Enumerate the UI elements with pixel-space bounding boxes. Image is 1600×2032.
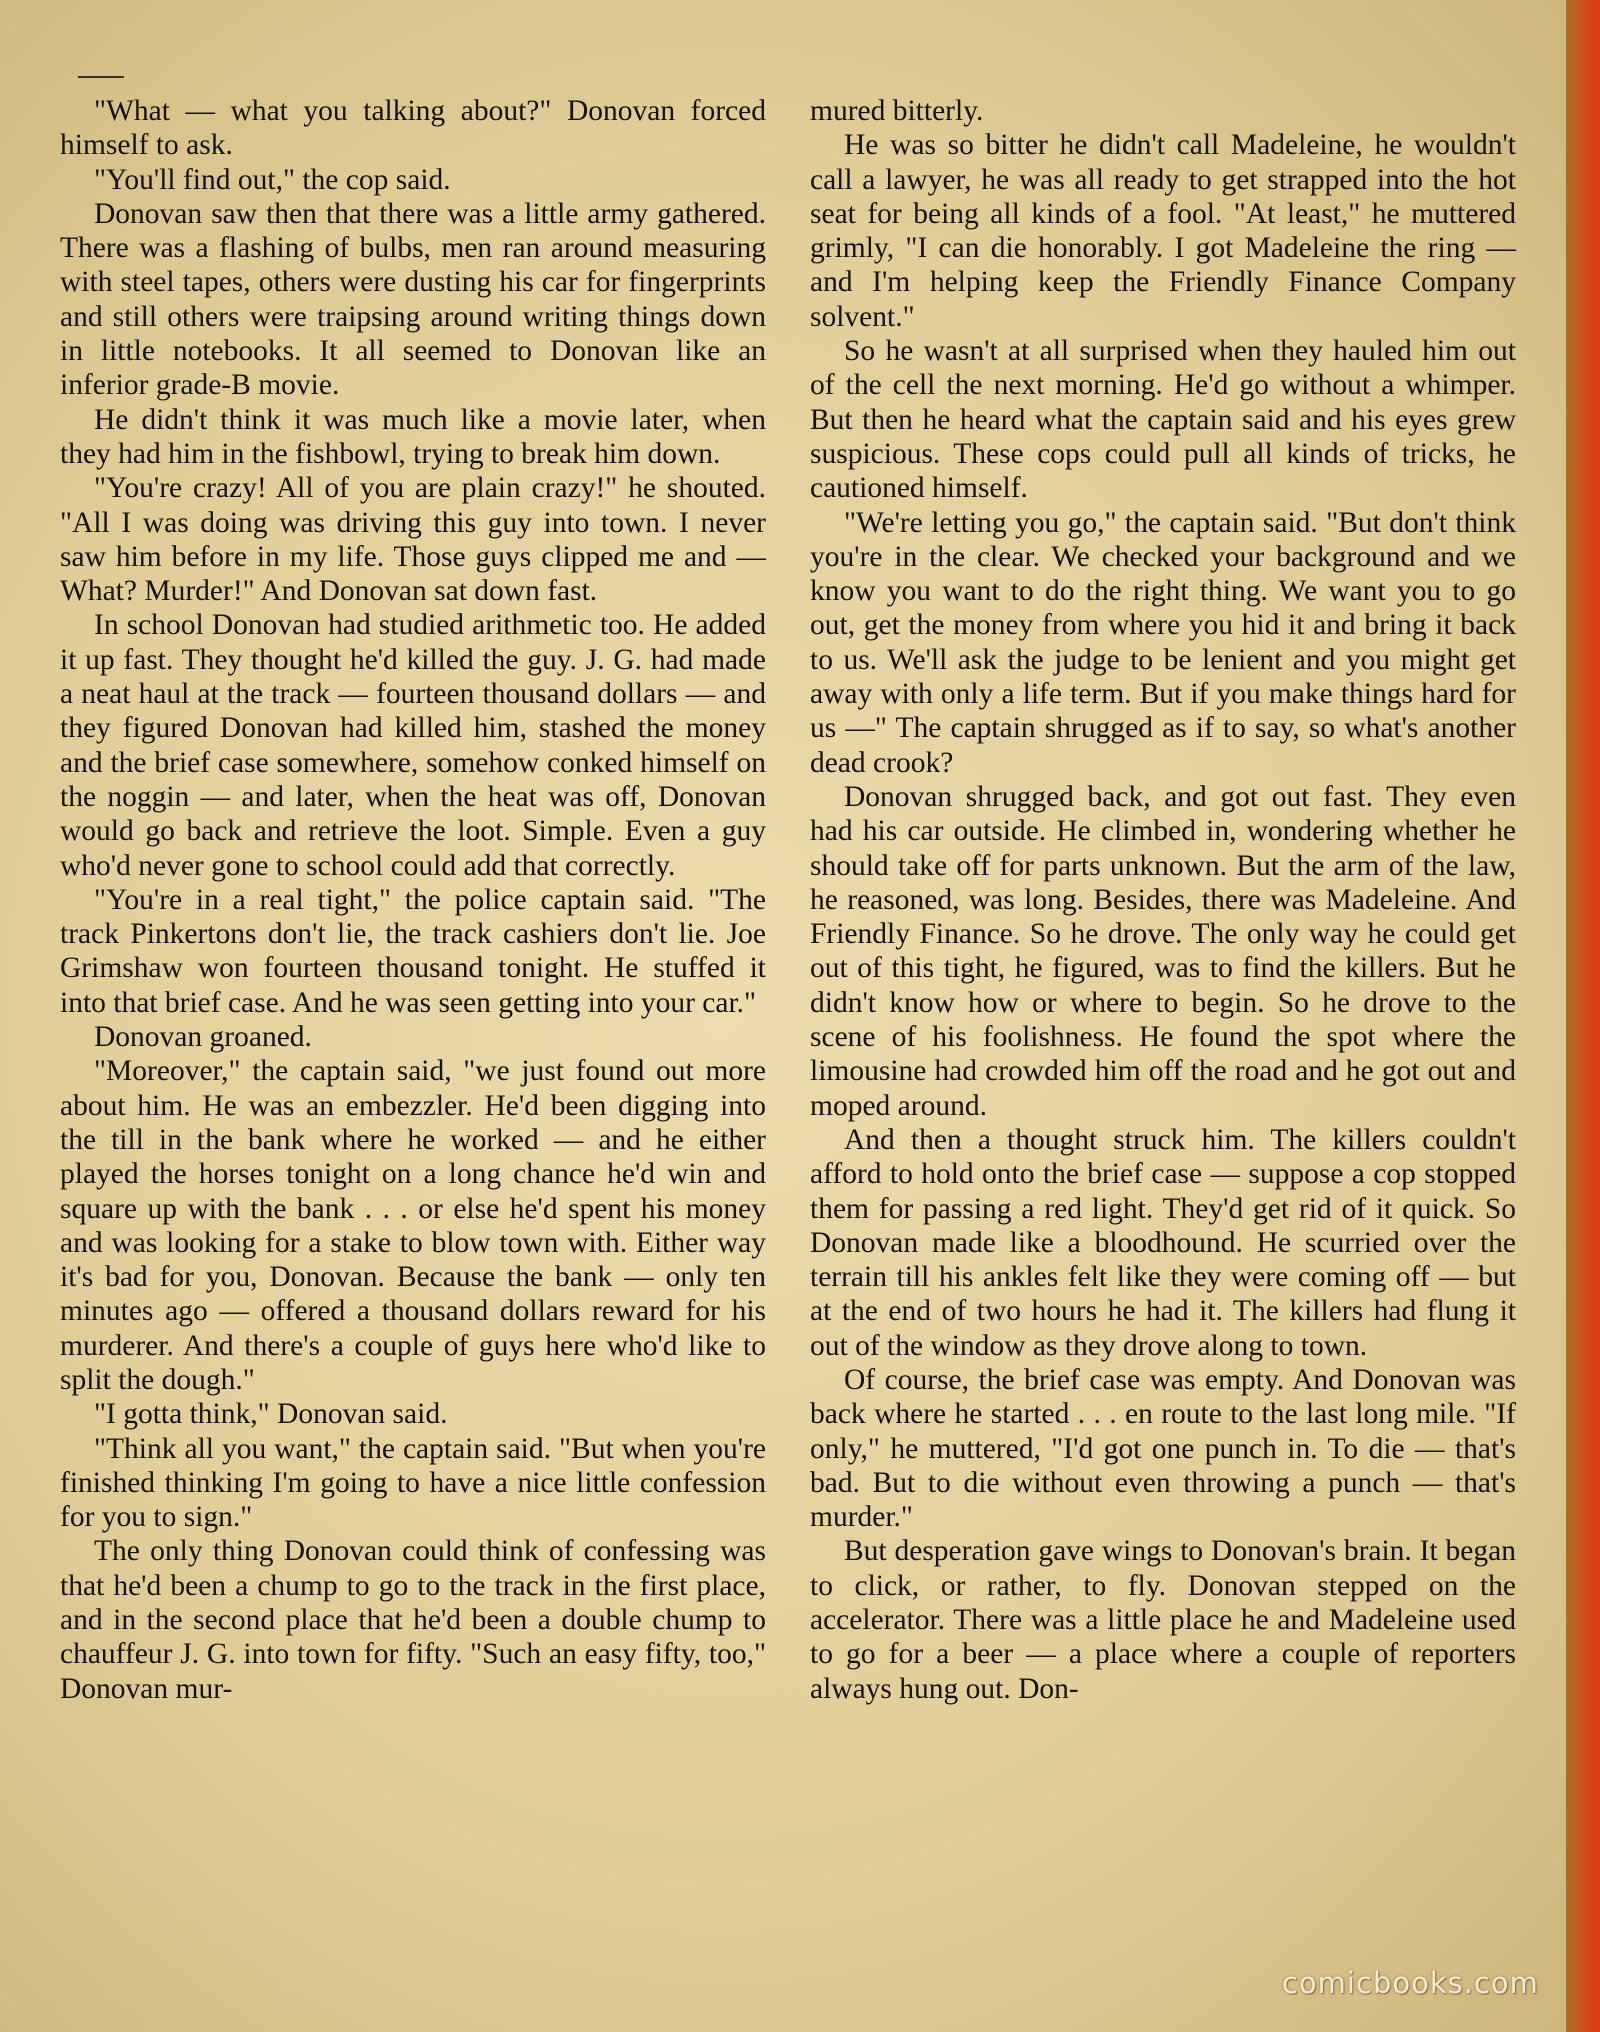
paragraph: In school Donovan had studied arithmetic too. He added it up fast. They thought he'd killed the guy. J. G. had made a neat haul at the track — fourteen thousand dollars — and they figured Donovan had killed him, stashed the money and the brief case somewhere, somehow conked himself on the noggin — and later, when the heat was off, Donovan would go back and retrieve the loot. Simple. Even a guy who'd never gone to school could add that correctly.: [60, 609, 766, 882]
paragraph: "Moreover," the captain said, "we just found out more about him. He was an embezzler. He'd been digging into the till in the bank where he worked — and he either played the horses tonight on a long chance he'd win and square up with the bank . . . or else he'd spent his money and was looking for a stake to blow town with. Either way it's bad for you, Donovan. Because the bank — only ten minutes ago — offered a thousand dollars reward for his murderer. And there's a couple of guys here who'd like to split the dough.": [60, 1055, 766, 1396]
paragraph: Donovan groaned.: [94, 1021, 312, 1054]
watermark: comicbooks.com: [1282, 1966, 1539, 2000]
paragraph: He was so bitter he didn't call Madeleine, he wouldn't call a lawyer, he was all ready to get strapped into the hot seat for being all kinds of a fool. "At least," he muttered grimly, "I can die honorably. I got Madeleine the ring — and I'm helping keep the Friendly Finance Company solvent.": [810, 129, 1516, 333]
paragraph: So he wasn't at all surprised when they hauled him out of the cell the next morning. He'd go without a whimper. But then he heard what the captain said and his eyes grew suspicious. These cops could pull all kinds of tricks, he cautioned himself.: [810, 335, 1516, 505]
paragraph: "We're letting you go," the captain said. "But don't think you're in the clear. We checked your background and we know you want to do the right thing. We want you to go out, get the money from where you hid it and bring it back to us. We'll ask the judge to be lenient and you might get away with only a life term. But if you make things hard for us —" The captain shrugged as if to say, so what's another dead crook?: [810, 506, 1516, 779]
paragraph: Donovan saw then that there was a little army gathered. There was a flashing of bulbs, men ran around measuring with steel tapes, others were dusting his car for fingerprints and still others were traipsing around writing things down in little notebooks. It all seemed to Donovan like an inferior grade-B movie.: [60, 197, 766, 402]
paragraph: And then a thought struck him. The killers couldn't afford to hold onto the brief case — suppose a cop stopped them for passing a red light. They'd get rid of it quick. So Donovan made like a bloodhound. He scurried over the terrain till his ankles felt like they were coming off — but at the end of two hours he had it. The killers had flung it out of the window as they drove along to town.: [810, 1123, 1516, 1362]
left-text-column: [60, 94, 766, 1706]
paragraph: "What — what you talking about?" Donovan forced himself to ask.: [60, 95, 766, 162]
paragraph-continuation: mured bitterly.: [810, 95, 984, 127]
right-text-column: [810, 94, 1516, 1706]
paragraph: He didn't think it was much like a movie later, when they had him in the fishbowl, trying to break him down.: [60, 403, 766, 470]
paragraph: But desperation gave wings to Donovan's brain. It began to click, or rather, to fly. Donovan stepped on the accelerator. There was a little place he and Madeleine used to go for a beer — a place where a couple of reporters always hung out. Don-: [810, 1535, 1516, 1705]
paragraph: "Think all you want," the captain said. "But when you're finished thinking I'm going to have a nice little confession for you to sign.": [60, 1432, 766, 1534]
paragraph: "I gotta think," Donovan said.: [94, 1398, 448, 1431]
page-edge-binding: [1566, 0, 1600, 2032]
paragraph: "You're in a real tight," the police captain said. "The track Pinkertons don't lie, the track cashiers don't lie. Joe Grimshaw won fourteen thousand tonight. He stuffed it into that brief case. And he was seen getting into your car.": [60, 883, 766, 1019]
paragraph: Donovan shrugged back, and got out fast. They even had his car outside. He climbed in, wondering whether he should take off for parts unknown. But the arm of the law, he reasoned, was long. Besides, there was Madeleine. And Friendly Finance. So he drove. The only way he could get out of this tight, he figured, was to find the killers. But he didn't know how or where to begin. So he drove to the scene of his foolishness. He found the spot where the limousine had crowded him off the road and he got out and moped around.: [810, 780, 1516, 1122]
paragraph: "You're crazy! All of you are plain crazy!" he shouted. "All I was doing was driving this guy into town. I never saw him before in my life. Those guys clipped me and — What? Murder!" And Donovan sat down fast.: [60, 472, 766, 608]
paragraph: The only thing Donovan could think of confessing was that he'd been a chump to go to the track in the first place, and in the second place that he'd been a double chump to chauffeur J. G. into town for fifty. "Such an easy fifty, too," Donovan mur-: [60, 1535, 766, 1705]
paragraph: "You'll find out," the cop said.: [94, 163, 451, 196]
top-rule: [78, 76, 124, 78]
paragraph: Of course, the brief case was empty. And Donovan was back where he started . . . en route to the last long mile. "If only," he muttered, "I'd got one punch in. To die — that's bad. But to die without even throwing a punch — that's murder.": [810, 1363, 1516, 1534]
